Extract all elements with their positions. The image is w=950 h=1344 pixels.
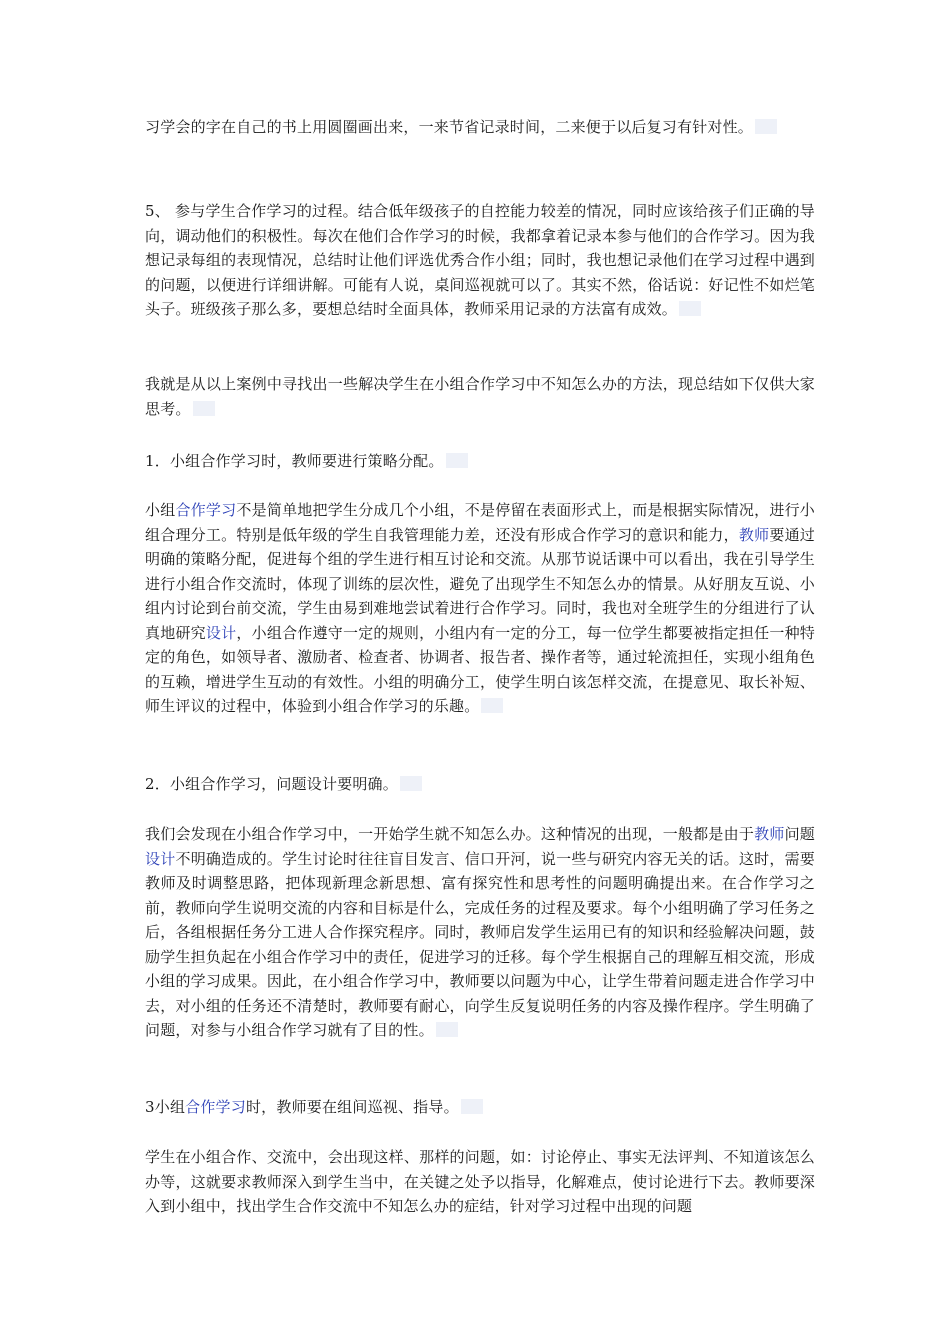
highlight-mark xyxy=(679,301,701,316)
heading-strategy: 1．小组合作学习时，教师要进行策略分配。 xyxy=(145,449,815,474)
highlight-mark xyxy=(461,1099,483,1114)
link-teacher[interactable]: 教师 xyxy=(738,525,770,544)
paragraph-question-design: 我们会发现在小组合作学习中，一开始学生就不知怎么办。这种情况的出现，一般都是由于教师问题设计不明确造成的。学生讨论时往往盲目发言、信口开河，说一些与研究内容无关的话。这时，需要教师及时调整思路，把体现新理念新思想、富有探究性和思考性的问题明确提出来。在合作学习之前，教师向学生说明交流的内容和目标是什么，完成任务的过程及要求。每个小组明确了学习任务之后，各组根据任务分工进人合作探究程序。同时，教师启发学生运用已有的知识和经验解决问题，鼓励学生担负起在小组合作学习中的责任，促进学习的迁移。每个学生根据自己的理解互相交流，形成小组的学习成果。因此，在小组合作学习中，教师要以问题为中心，让学生带着问题走进合作学习中去，对小组的任务还不清楚时，教师要有耐心，向学生反复说明任务的内容及操作程序。学生明确了问题，对参与小组合作学习就有了目的性。 xyxy=(145,825,816,1039)
highlight-mark xyxy=(193,401,215,416)
link-cooperative-learning[interactable]: 合作学习 xyxy=(175,501,237,519)
heading-question-design: 2．小组合作学习，问题设计要明确。 xyxy=(145,772,815,797)
highlight-mark xyxy=(755,119,777,134)
link-design[interactable]: 设计 xyxy=(205,623,237,642)
highlight-mark xyxy=(400,776,422,791)
link-cooperative-learning[interactable]: 合作学习 xyxy=(185,1098,246,1116)
paragraph-summary-intro: 我就是从以上案例中寻找出一些解决学生在小组合作学习中不知怎么办的方法，现总结如下仅供大家思考。 xyxy=(145,375,815,418)
highlight-mark xyxy=(481,698,503,713)
paragraph-strategy: 小组合作学习不是简单地把学生分成几个小组，不是停留在表面形式上，而是根据实际情况，进行小组合理分工。特别是低年级的学生自我管理能力差，还没有形成合作学习的意识和能力，教师要通过明确的策略分配，促进每个组的学生进行相互讨论和交流。从那节说话课中可以看出，我在引导学生进行小组合作交流时，体现了训练的层次性，避免了出现学生不知怎么办的情景。从好朋友互说、小组内讨论到台前交流，学生由易到难地尝试着进行合作学习。同时，我也对全班学生的分组进行了认真地研究设计，小组合作遵守一定的规则，小组内有一定的分工，每一位学生都要被指定担任一种特定的角色，如领导者、激励者、检查者、协调者、报告者、操作者等，通过轮流担任，实现小组角色的互赖，增进学生互动的有效性。小组的明确分工，使学生明白该怎样交流，在提意见、取长补短、师生评议的过程中，体验到小组合作学习的乐趣。 xyxy=(145,501,816,715)
paragraph-inspection: 学生在小组合作、交流中，会出现这样、那样的问题，如：讨论停止、事实无法评判、不知道该怎么办等，这就要求教师深入到学生当中，在关键之处予以指导，化解难点，使讨论进行下去。教师要深入到小组中，找出学生合作交流中不知怎么办的症结，针对学习过程中出现的问题 xyxy=(145,1148,815,1215)
paragraph-review-marking: 习学会的字在自己的书上用圆圈画出来，一来节省记录时间，二来便于以后复习有针对性。 xyxy=(145,115,815,140)
heading-inspection: 3小组合作学习时，教师要在组间巡视、指导。 xyxy=(145,1095,815,1120)
link-teacher[interactable]: 教师 xyxy=(754,825,785,843)
link-design[interactable]: 设计 xyxy=(145,849,176,868)
highlight-mark xyxy=(436,1022,458,1037)
paragraph-point-5: 5、 参与学生合作学习的过程。结合低年级孩子的自控能力较差的情况，同时应该给孩子们正确的导向，调动他们的积极性。每次在他们合作学习的时候，我都拿着记录本参与他们的合作学习。因为我想记录每组的表现情况，总结时让他们评选优秀合作小组；同时，我也想记录他们在学习过程中遇到的问题，以便进行详细讲解。可能有人说，桌间巡视就可以了。其实不然，俗话说：好记性不如烂笔头子。班级孩子那么多，要想总结时全面具体，教师采用记录的方法富有成效。 xyxy=(145,202,815,318)
highlight-mark xyxy=(446,453,468,468)
